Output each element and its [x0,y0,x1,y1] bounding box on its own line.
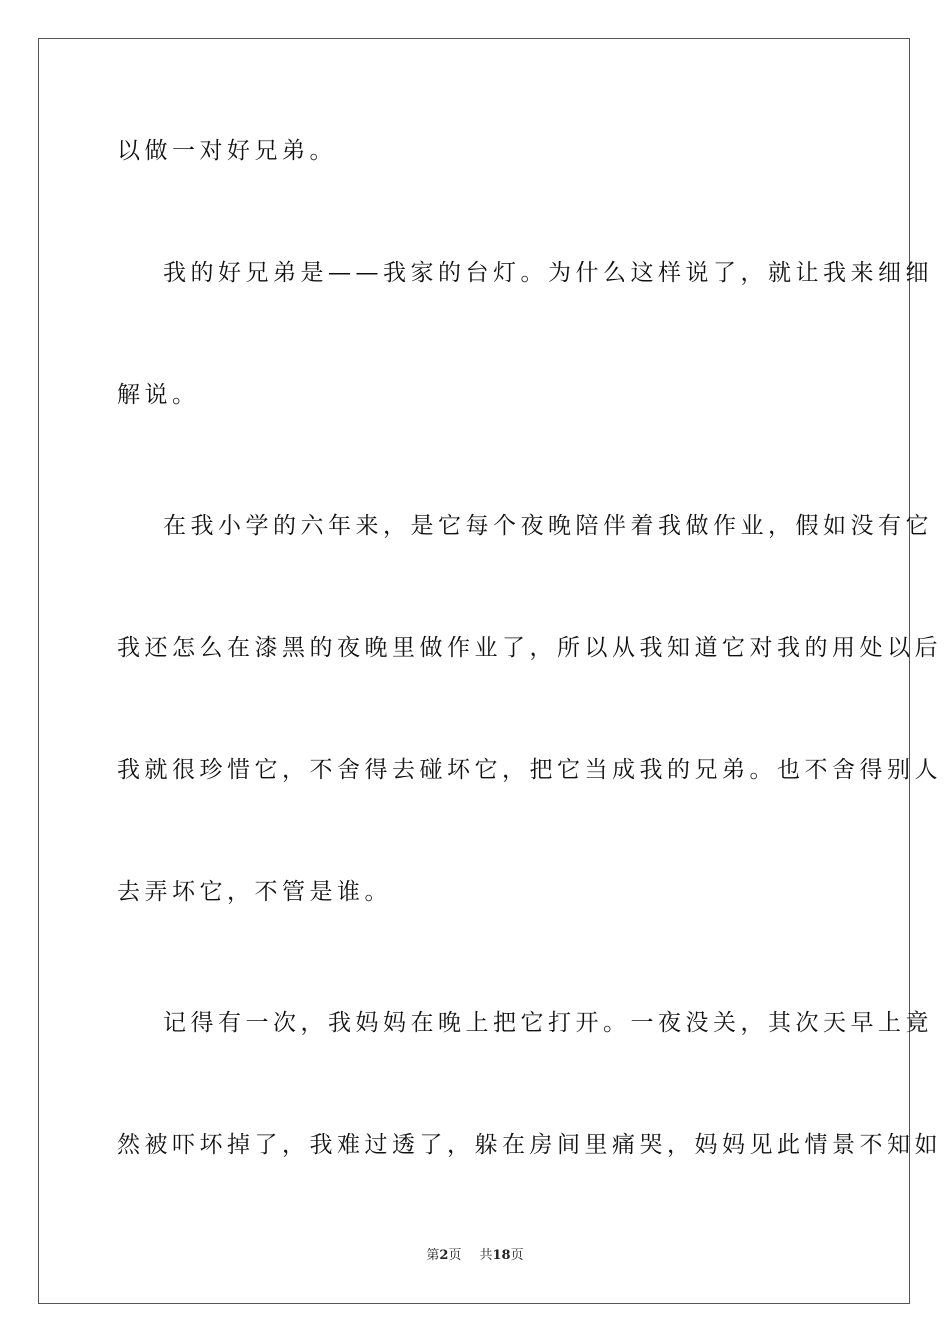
text-line: 以做一对好兄弟。 [117,138,337,164]
text-line: 然被吓坏掉了，我难过透了，躲在房间里痛哭，妈妈见此情景不知如 [117,1132,942,1158]
text-line: 去弄坏它，不管是谁。 [117,879,392,905]
text-line: 解说。 [117,382,200,408]
page-prefix: 第 [426,1248,440,1263]
total-prefix: 共 [479,1248,493,1263]
page-border [38,38,942,1304]
page-suffix: 页 [448,1248,462,1263]
page-number: 2 [439,1248,449,1263]
paragraph-first-line: 在我小学的六年来，是它每个夜晚陪伴着我做作业，假如没有它 [163,513,933,539]
text-line: 我还怎么在漆黑的夜晚里做作业了，所以从我知道它对我的用处以后 [117,635,942,661]
paragraph-first-line: 我的好兄弟是——我家的台灯。为什么这样说了，就让我来细细 [163,260,933,286]
total-suffix: 页 [510,1248,524,1263]
page-footer [0,1247,950,1265]
paragraph-first-line: 记得有一次，我妈妈在晚上把它打开。一夜没关，其次天早上竟 [163,1010,933,1036]
text-line: 我就很珍惜它，不舍得去碰坏它，把它当成我的兄弟。也不舍得别人 [117,757,942,783]
total-pages: 18 [492,1248,511,1263]
